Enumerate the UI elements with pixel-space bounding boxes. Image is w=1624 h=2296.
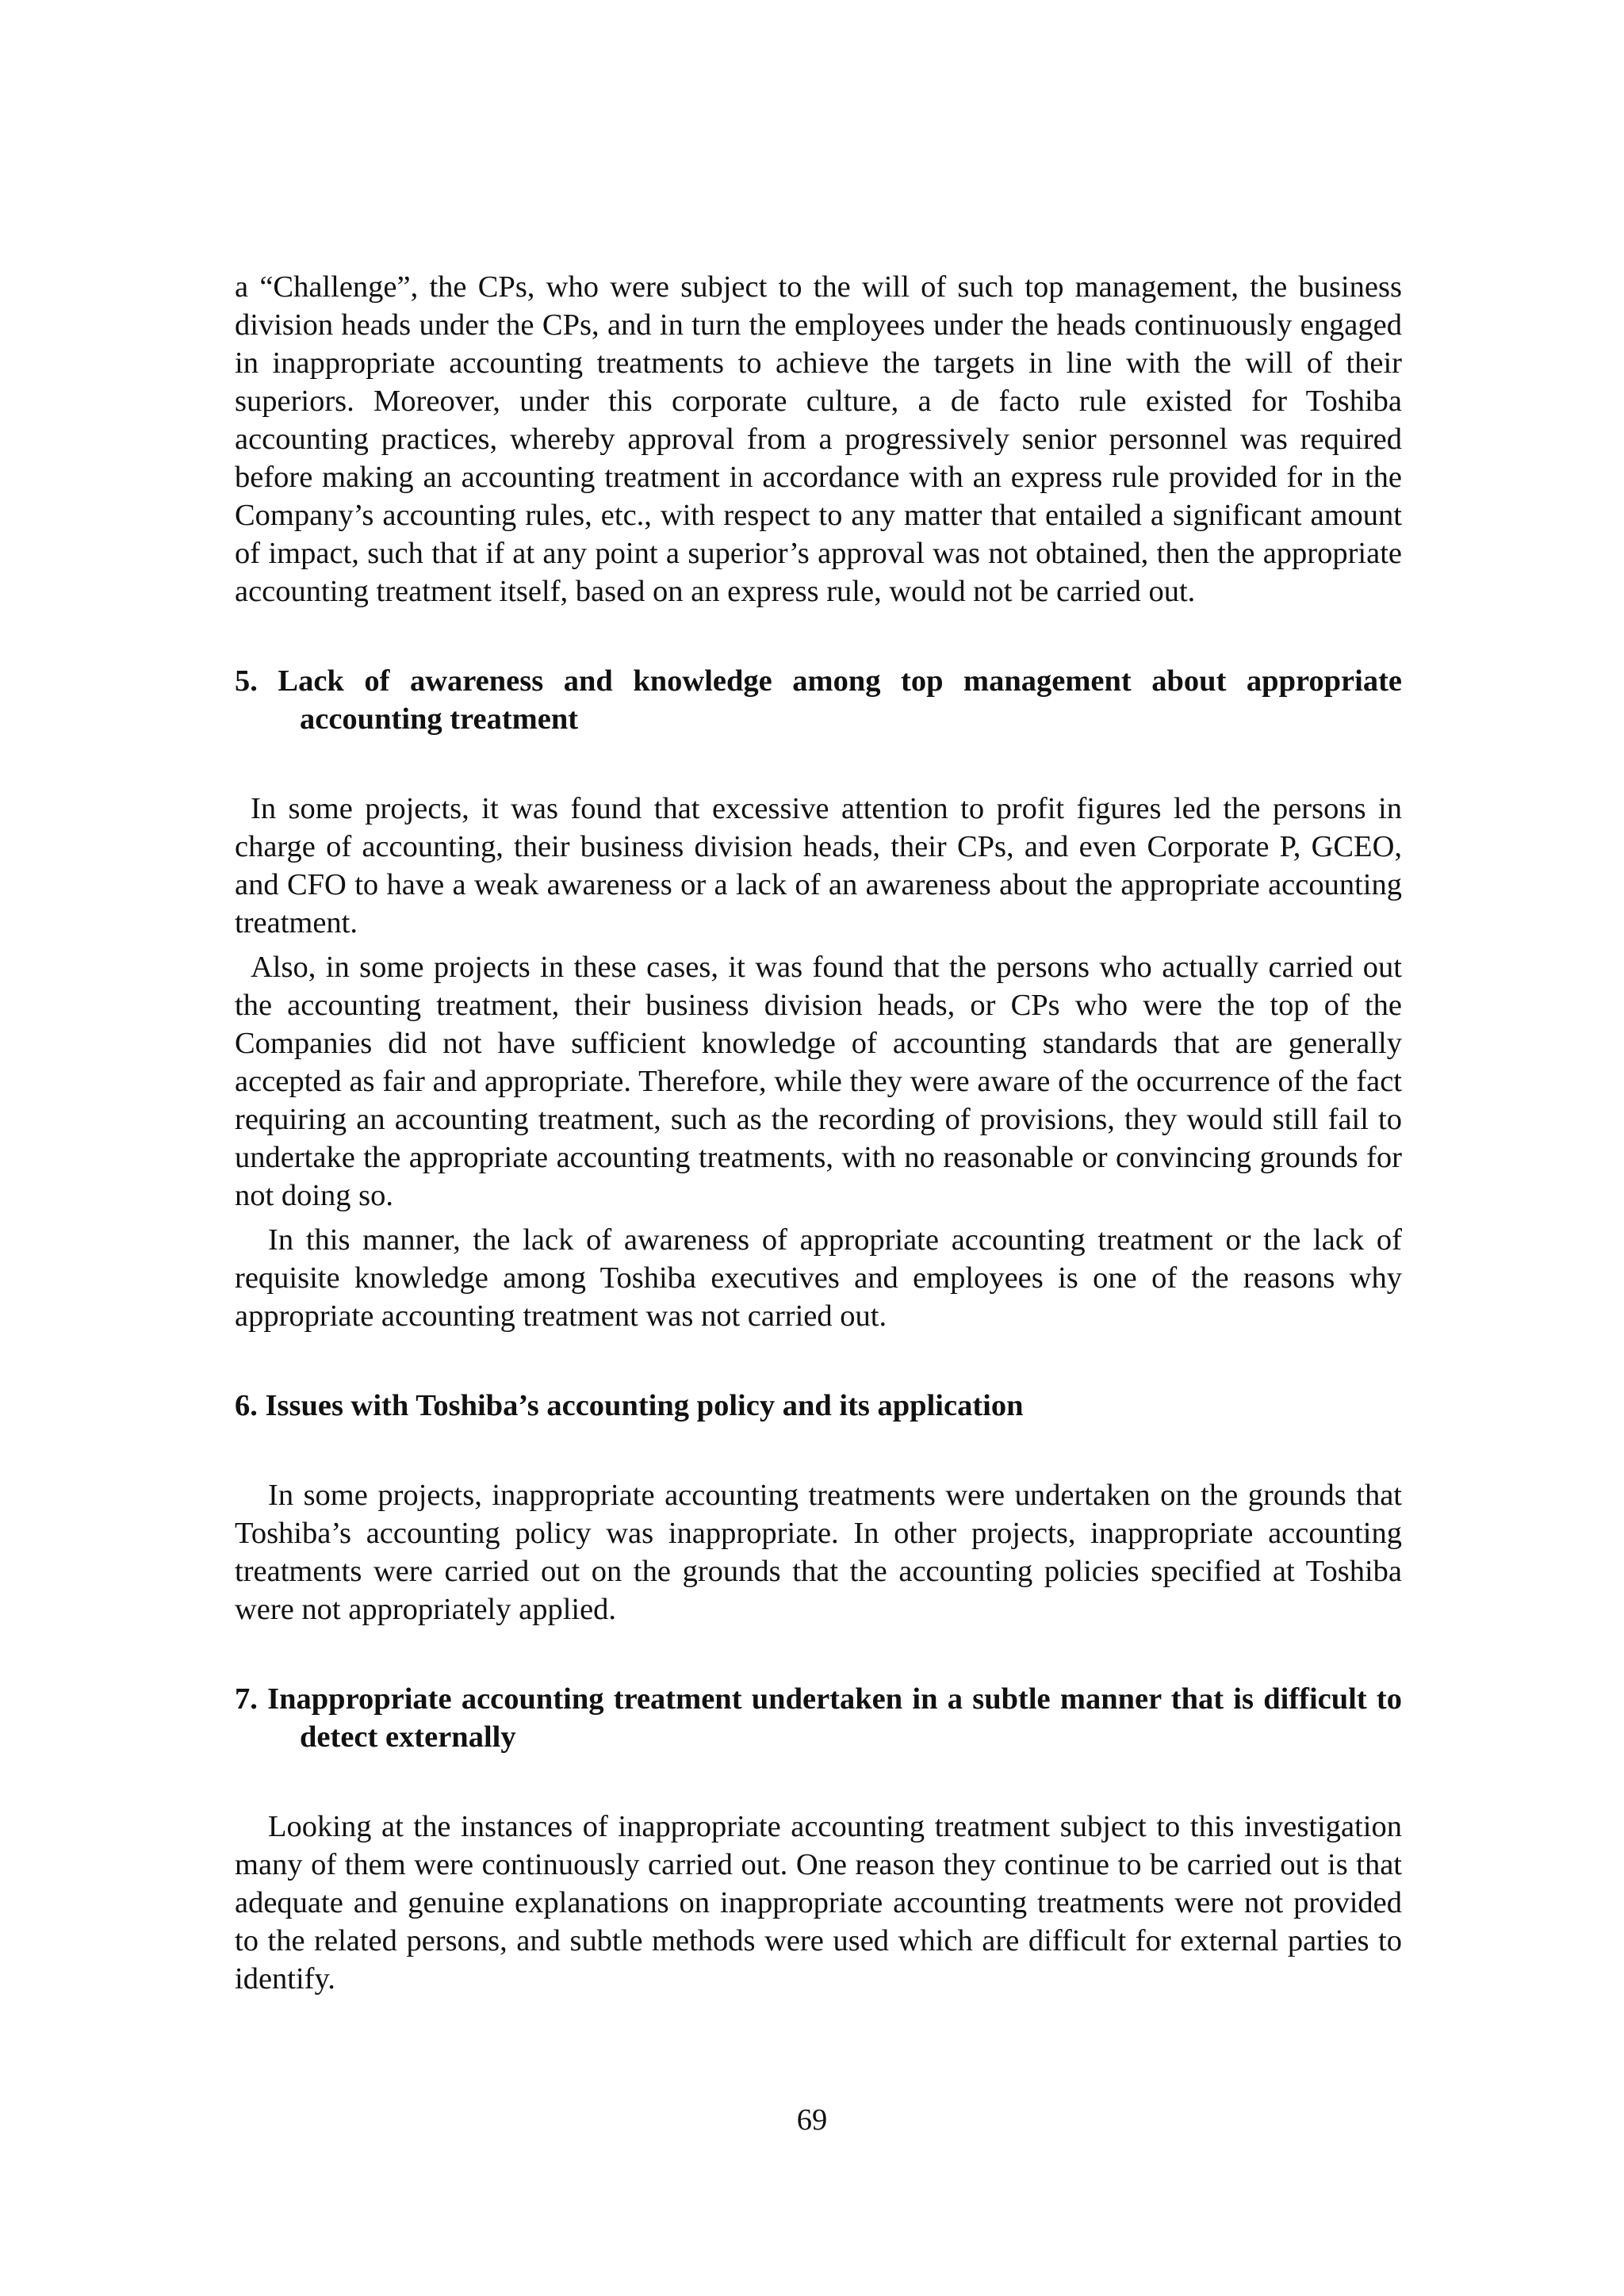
section-5-paragraph-2: Also, in some projects in these cases, it was found that the persons who actually carried out the accounting treatment, their business division heads, or CPs who were the top of the Companies did not have sufficient knowledge of accounting standards that are generally accepted as fair and appropriate. Therefore, while they were aware of the occurrence of the fact requiring an accounting treatment, such as the recording of provisions, they would still fail to undertake the appropriate accounting treatments, with no reasonable or convincing grounds for not doing so. [235,951,1402,1212]
page-body [235,268,1402,1998]
section-7-heading: 7. Inappropriate accounting treatment undertaken in a subtle manner that is difficult to detect externally [235,1682,1402,1754]
section-6-heading: 6. Issues with Toshiba’s accounting policy and its application [235,1389,1024,1422]
section-5-heading: 5. Lack of awareness and knowledge among top management about appropriate accounting treatment [235,664,1402,736]
section-6-paragraph-1: In some projects, inappropriate accounting treatments were undertaken on the grounds that Toshiba’s accounting policy was inappropriate. In other projects, inappropriate accounting treatments were carried out on the grounds that the accounting policies specified at Toshiba were not appropriately applied. [235,1479,1402,1626]
section-5-paragraph-1: In some projects, it was found that excessive attention to profit figures led the persons in charge of accounting, their business division heads, their CPs, and even Corporate P, GCEO, and CFO to have a weak awareness or a lack of an awareness about the appropriate accounting treatment. [235,792,1402,939]
section-7-paragraph-1: Looking at the instances of inappropriate accounting treatment subject to this investigation many of them were continuously carried out. One reason they continue to be carried out is that adequate and genuine explanations on inappropriate accounting treatments were not provided to the related persons, and subtle methods were used which are difficult for external parties to identify. [235,1810,1402,1996]
section-5-paragraph-3: In this manner, the lack of awareness of appropriate accounting treatment or the lack of requisite knowledge among Toshiba executives and employees is one of the reasons why appropriate accounting treatment was not carried out. [235,1223,1402,1333]
intro-paragraph: a “Challenge”, the CPs, who were subject to the will of such top management, the business division heads under the CPs, and in turn the employees under the heads continuously engaged in inappropriate accounting treatments to achieve the targets in line with the will of their superiors. Moreover, under this corporate culture, a de facto rule existed for Toshiba accounting practices, whereby approval from a progressively senior personnel was required before making an accounting treatment in accordance with an express rule provided for in the Company’s accounting rules, etc., with respect to any matter that entailed a significant amount of impact, such that if at any point a superior’s approval was not obtained, then the appropriate accounting treatment itself, based on an express rule, would not be carried out. [235,270,1402,608]
page-number: 69 [796,2103,828,2137]
